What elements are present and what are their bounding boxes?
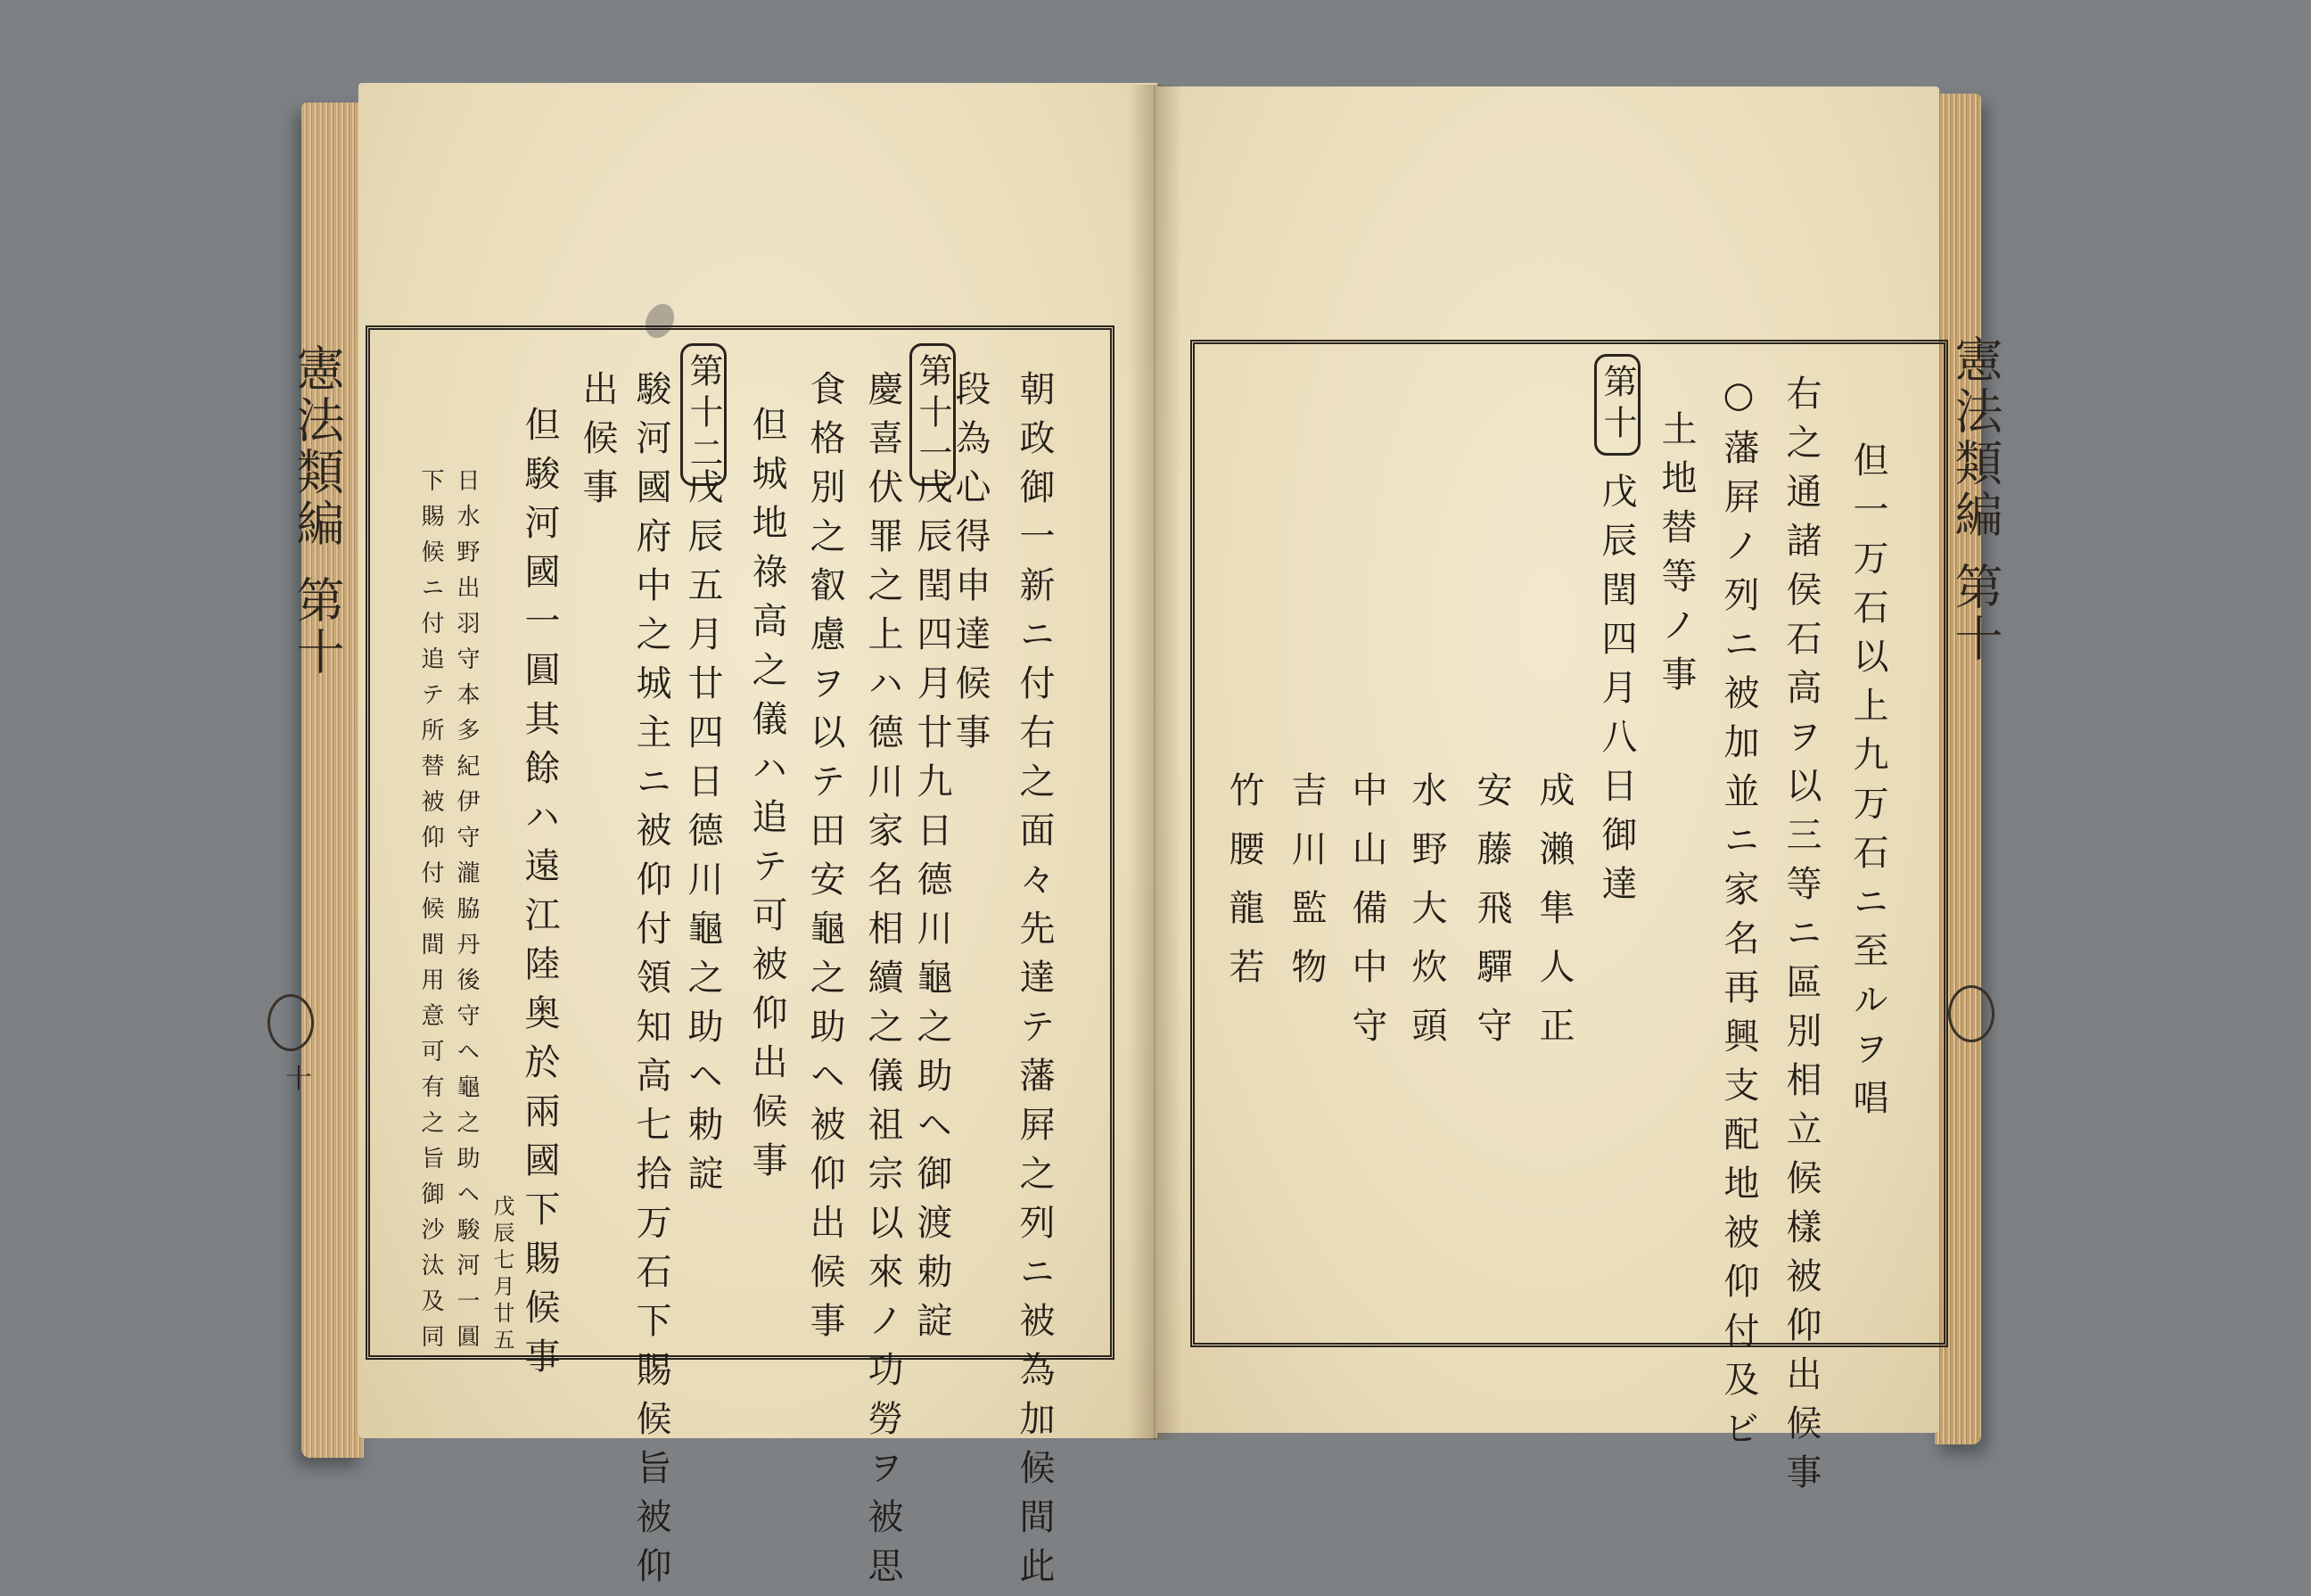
left-column-7: 戊辰五月廿四日德川龜之助ヘ勅諚 — [682, 468, 723, 1204]
note-line-1: 日水野出羽守本多紀伊守瀧脇丹後守ヘ龜之助ヘ駿河一圓 — [453, 468, 480, 1360]
note-date: 戊辰七月廿五 — [489, 1195, 514, 1355]
name-3: 水野大炊頭 — [1406, 771, 1447, 1065]
note-line-2: 下賜候ニ付追テ所替被仰付候間用意可有之旨御沙汰及同 — [417, 468, 444, 1360]
left-column-6: 但城地祿高之儀ハ追テ可被仰出候事 — [746, 406, 787, 1190]
right-fishtail-mark — [1948, 985, 1994, 1042]
name-2: 安藤飛驒守 — [1471, 771, 1512, 1065]
left-fishtail-mark — [267, 994, 314, 1051]
right-column-3: ○藩屛ノ列ニ被加並ニ家名再興支配地被仰付及ビ — [1718, 374, 1759, 1459]
right-column-4: 土地替等ノ事 — [1656, 410, 1697, 704]
open-book — [285, 76, 2003, 1596]
right-column-5: 戊辰閏四月八日御達 — [1596, 473, 1637, 914]
left-page-edges — [301, 103, 364, 1458]
name-4: 中山備中守 — [1346, 771, 1387, 1065]
right-side-chapter: 第十 — [1947, 562, 2003, 665]
left-column-9: 出候事 — [577, 370, 618, 517]
left-column-8: 駿河國府中之城主ニ被仰付領知高七拾万石下賜候旨被仰 — [630, 370, 671, 1596]
heading-10: 第十 — [1594, 354, 1641, 456]
left-folio: 十 — [285, 1064, 312, 1095]
left-column-1: 朝政御一新ニ付右之面々先達テ藩屛之列ニ被為加候間此 — [1014, 370, 1055, 1596]
right-side-title: 憲法類編 — [1947, 334, 2003, 541]
left-column-4: 慶喜伏罪之上ハ德川家名相續之儀祖宗以來ノ功勞ヲ被思 — [862, 370, 903, 1596]
right-column-1: 但一万石以上九万石ニ至ルヲ唱 — [1847, 441, 1888, 1128]
right-column-2: 右之通諸侯石高ヲ以三等ニ區別相立候樣被仰出候事 — [1781, 374, 1822, 1502]
left-column-5: 食格別之叡慮ヲ以テ田安龜之助ヘ被仰出候事 — [804, 370, 845, 1351]
heading-11: 第十一 — [909, 343, 956, 486]
book-gutter — [1128, 85, 1181, 1440]
left-side-chapter: 第十 — [289, 575, 345, 679]
left-column-3: 戊辰閏四月廿九日德川龜之助ヘ御渡勅諚 — [911, 468, 952, 1351]
heading-12: 第十二 — [680, 343, 727, 486]
name-1: 成瀨隼人正 — [1534, 771, 1575, 1065]
left-column-2: 段為心得申達候事 — [950, 370, 991, 762]
left-side-title: 憲法類編 — [289, 343, 345, 550]
name-5: 吉川監物 — [1286, 771, 1327, 1007]
name-6: 竹腰龍若 — [1223, 771, 1264, 1007]
left-column-10: 但駿河國一圓其餘ハ遠江陸奥於兩國下賜候事 — [519, 406, 560, 1386]
